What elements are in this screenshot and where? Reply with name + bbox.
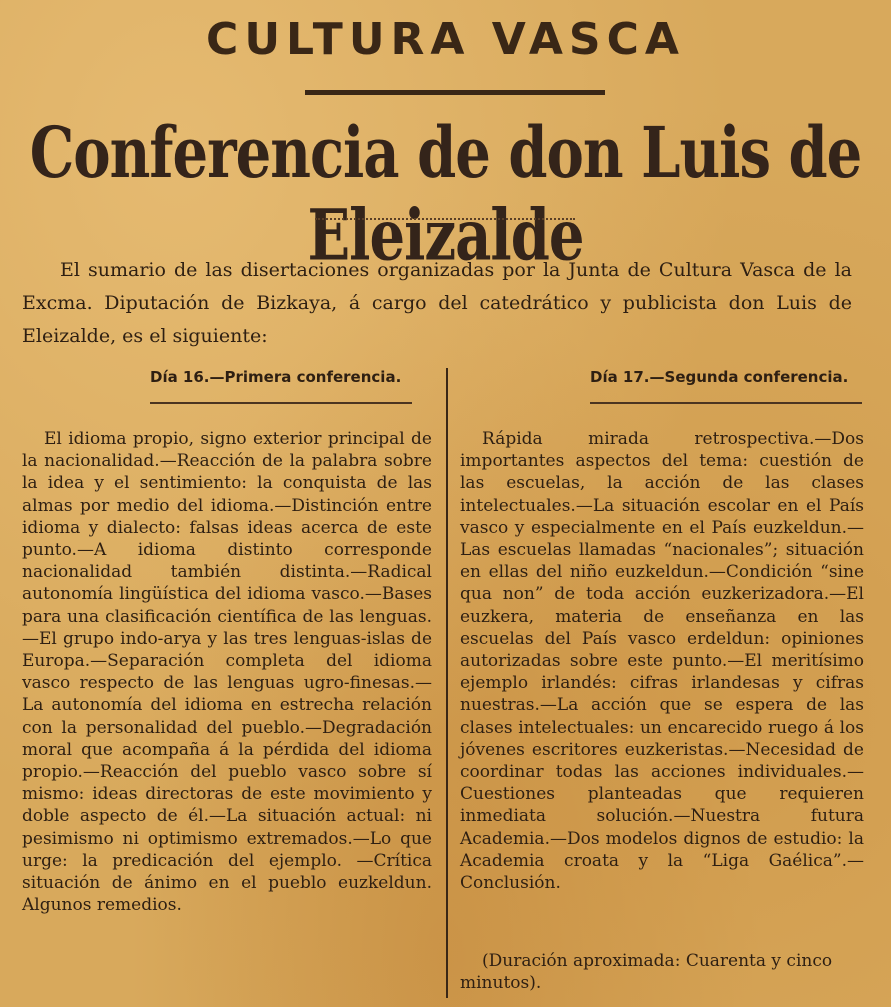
right-column-heading: Día 17.—Segunda conferencia. bbox=[590, 368, 849, 386]
duration-note: (Duración aproximada: Cuarenta y cinco minutos). bbox=[460, 951, 833, 993]
section-title: CULTURA VASCA bbox=[206, 14, 685, 65]
right-heading-rule bbox=[590, 402, 862, 405]
left-column-text: El idioma propio, signo exterior principal de la nacionalidad.—Reacción de la palabra sobre la idea y el sentimiento: la conquista de las almas por medio del idioma.—Distinción entre idioma y dialecto: falsas ideas acerca de este punto.—A idioma distinto corresponde nacionalidad también distinta.—Radical autonomía lingüística del idioma vasco.—Bases para una clasificación científica de las lenguas.—El grupo indo-arya y las tres lenguas-islas de Europa.—Separación completa del idioma vasco respecto de las lenguas ugro-finesas.—La autonomía del idioma en estrecha relación con la personalidad del pueblo.—Degradación moral que acompaña á la pérdida del idioma propio.—Reacción del pueblo vasco sobre sí mismo: ideas directoras de este movimiento y doble aspecto de él.—La situación actual: ni pesimismo ni optimismo extremados.—Lo que urge: la predicación del ejemplo. —Crítica situación de ánimo en el pueblo euzkeldun. Algunos remedios. bbox=[22, 429, 432, 916]
left-heading-rule bbox=[150, 402, 412, 405]
ornamental-divider bbox=[315, 218, 575, 222]
intro-paragraph: El sumario de las disertaciones organizadas por la Junta de Cultura Vasca de la Excma. Diputación de Bizkaya, á cargo del catedrático y publicista don Luis de Eleizalde, es el siguiente: bbox=[22, 259, 852, 347]
title-rule bbox=[305, 90, 605, 95]
headline: Conferencia de don Luis de Eleizalde bbox=[29, 112, 862, 277]
right-column-text: Rápida mirada retrospectiva.—Dos importantes aspectos del tema: cuestión de las escuelas, la acción de las clases intelectuales.—La situación escolar en el País vasco y especialmente en el País euzkeldun.—Las escuelas llamadas “nacionales”; situación en ellas del niño euzkeldun.—Condición “sine qua non” de toda acción euzkerizadora.—El euzkera, materia de enseñanza en las escuelas del País vasco erdeldun: opiniones autorizadas sobre este punto.—El meritísimo ejemplo irlandés: cifras irlandesas y cifras nuestras.—La acción que se espera de las clases intelectuales: un encarecido ruego á los jóvenes escritores euzkeristas.—Necesidad de coordinar todas las acciones individuales.—Cuestiones planteadas que requieren inmediata solución.—Nuestra futura Academia.—Dos modelos dignos de estudio: la Academia croata y la “Liga Gaélica”.—Conclusión. bbox=[460, 429, 864, 894]
left-column-heading: Día 16.—Primera conferencia. bbox=[150, 368, 402, 386]
column-divider bbox=[446, 368, 448, 998]
